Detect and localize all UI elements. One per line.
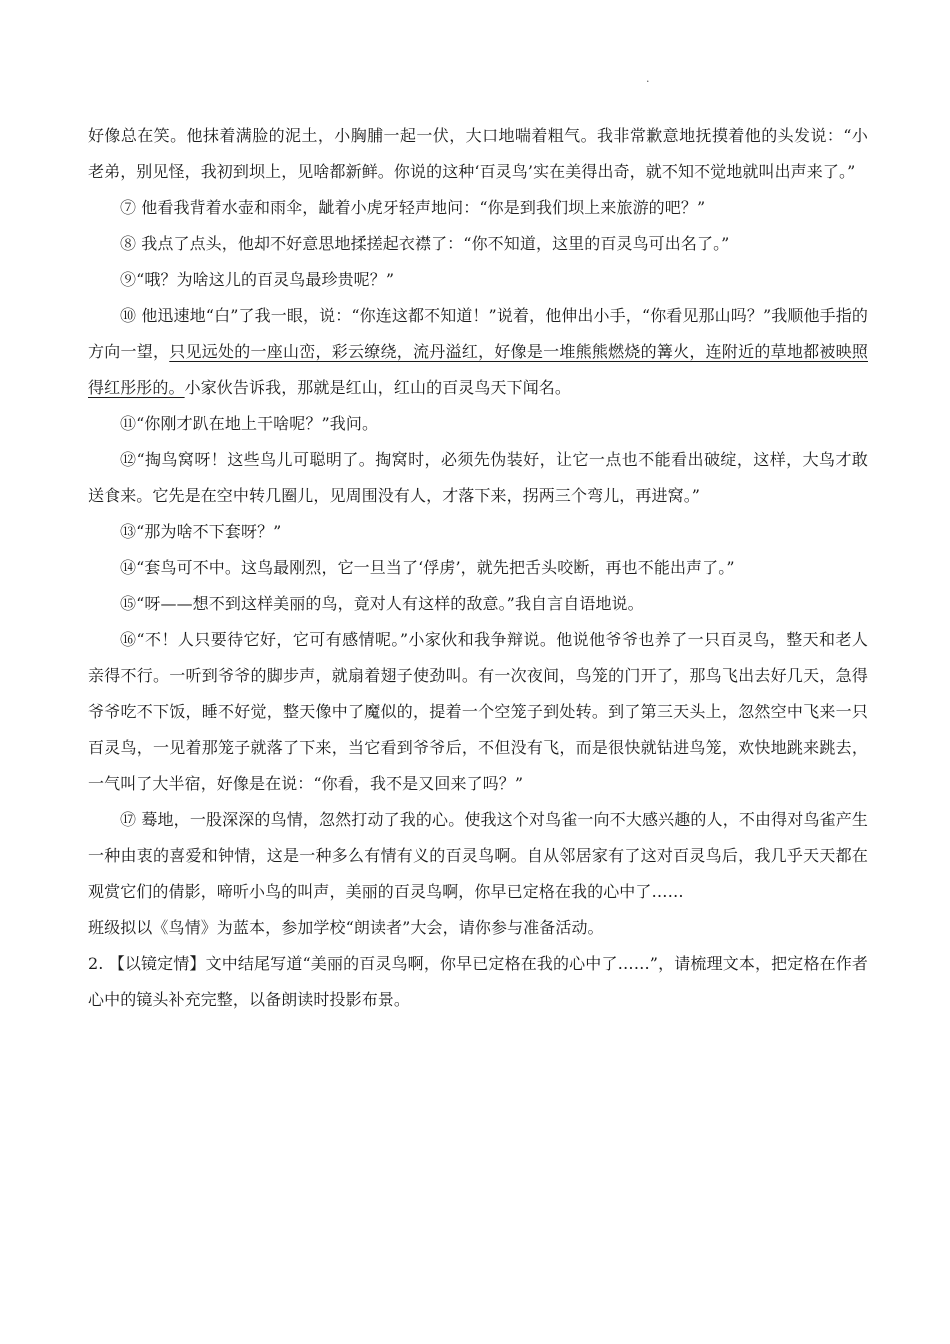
paragraph-10-part-a: ⑩ 他迅速地“白”了我一眼，说：“你连这都不知道！”说着，他伸出小手，“你看见那山吗？”我顺他手指的方向一望，	[88, 306, 868, 361]
paragraph-14: ⑭“套鸟可不中。这鸟最刚烈，它一旦当了‘俘虏’，就先把舌头咬断，再也不能出声了。”	[120, 558, 735, 577]
paragraph-13: ⑬“那为啥不下套呀？”	[120, 522, 282, 541]
paragraph-10-part-b: 小家伙告诉我，那就是红山，红山的百灵鸟天下闻名。	[184, 378, 572, 397]
article-body	[88, 118, 868, 1018]
paragraph-10	[88, 298, 868, 406]
paragraph-12: ⑫“掏鸟窝呀！这些鸟儿可聪明了。掏窝时，必须先伪装好，让它一点也不能看出破绽，这样，大鸟才敢送食来。它先是在空中转几圈儿，见周围没有人，才落下来，拐两三个弯儿，再进窝。”	[88, 450, 868, 505]
paragraph-11: ⑪“你刚才趴在地上干啥呢？”我问。	[120, 414, 379, 433]
paragraph-9: ⑨“哦？为啥这儿的百灵鸟最珍贵呢？”	[120, 270, 395, 289]
paragraph-7: ⑦ 他看我背着水壶和雨伞，龇着小虎牙轻声地问：“你是到我们坝上来旅游的吧？”	[120, 198, 706, 217]
underlined-sentence: 只见远处的一座山峦，彩云缭绕，流丹溢红，好像是一堆熊熊燃烧的篝火，连附近的草地都被映照得红彤彤的。	[88, 342, 868, 397]
paragraph-8: ⑧ 我点了点头，他却不好意思地揉搓起衣襟了：“你不知道，这里的百灵鸟可出名了。”	[120, 234, 730, 253]
paragraph-17: ⑰ 蓦地，一股深深的鸟情，忽然打动了我的心。使我这个对鸟雀一向不大感兴趣的人，不由得对鸟雀产生一种由衷的喜爱和钟情，这是一种多么有情有义的百灵鸟啊。自从邻居家有了这对百灵鸟后，我几乎天天都在观赏它们的倩影，啼听小鸟的叫声，美丽的百灵鸟啊，你早已定格在我的心中了……	[88, 810, 868, 901]
paragraph-continued: 好像总在笑。他抹着满脸的泥土，小胸脯一起一伏，大口地喘着粗气。我非常歉意地抚摸着他的头发说：“小老弟，别见怪，我初到坝上，见啥都新鲜。你说的这种‘百灵鸟’实在美得出奇，就不知不觉地就叫出声来了。”	[88, 126, 868, 181]
question-2: 2. 【以镜定情】文中结尾写道“美丽的百灵鸟啊，你早已定格在我的心中了……”，请梳理文本，把定格在作者心中的镜头补充完整，以备朗读时投影布景。	[88, 954, 868, 1009]
task-instruction: 班级拟以《鸟情》为蓝本，参加学校“朗读者”大会，请你参与准备活动。	[88, 918, 604, 937]
paragraph-16: ⑯“不！人只要待它好，它可有感情呢。”小家伙和我争辩说。他说他爷爷也养了一只百灵鸟，整天和老人亲得不行。一听到爷爷的脚步声，就扇着翅子使劲叫。有一次夜间，鸟笼的门开了，那鸟飞出去好几天，急得爷爷吃不下饭，睡不好觉，整天像中了魔似的，提着一个空笼子到处转。到了第三天头上，忽然空中飞来一只百灵鸟，一见着那笼子就落了下来，当它看到爷爷后，不但没有飞，而是很快就钻进鸟笼，欢快地跳来跳去，一气叫了大半宿，好像是在说：“你看，我不是又回来了吗？”	[88, 630, 868, 793]
paragraph-15: ⑮“呀——想不到这样美丽的鸟，竟对人有这样的敌意。”我自言自语地说。	[120, 594, 644, 613]
header-mark: .	[646, 72, 650, 85]
